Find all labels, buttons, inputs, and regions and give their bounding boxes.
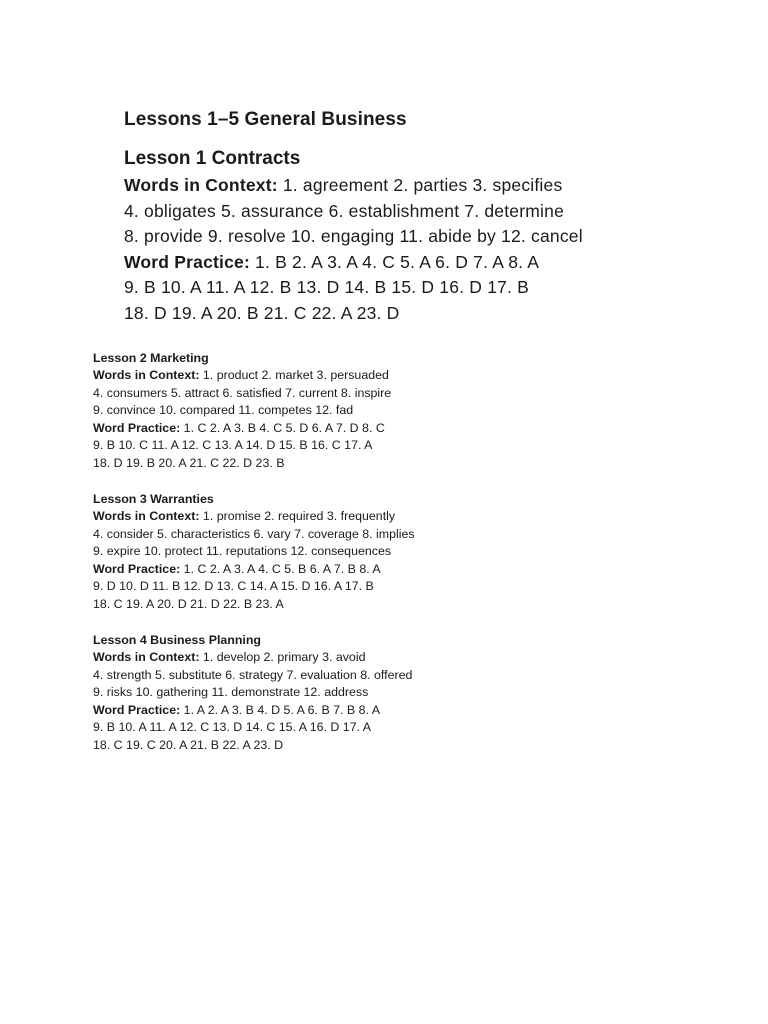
words-in-context-label: Words in Context:: [93, 509, 200, 523]
practice-answers: 1. C 2. A 3. A 4. C 5. B 6. A 7. B 8. A: [183, 561, 381, 576]
lesson-4-context-line-3: 9. risks 10. gathering 11. demonstrate 12. address: [93, 685, 369, 700]
lesson-2-section: [93, 350, 513, 473]
lesson-2-title: Lesson 2 Marketing: [93, 351, 209, 365]
lesson-1-practice-line-3: 18. D 19. A 20. B 21. C 22. A 23. D: [124, 302, 400, 323]
lesson-4-section: [93, 632, 513, 755]
word-practice-label: Word Practice:: [124, 251, 250, 272]
lesson-3-title: Lesson 3 Warranties: [93, 492, 214, 506]
lesson-2-practice-line-3: 18. D 19. B 20. A 21. C 22. D 23. B: [93, 455, 285, 470]
words-in-context-label: Words in Context:: [124, 175, 278, 195]
lesson-4-context-line-2: 4. strength 5. substitute 6. strategy 7. evaluation 8. offered: [93, 667, 413, 682]
context-answers: 1. promise 2. required 3. frequently: [202, 509, 396, 523]
practice-answers: 1. C 2. A 3. B 4. C 5. D 6. A 7. D 8. C: [183, 420, 385, 435]
lesson-3-context-line-1: [93, 508, 513, 526]
lesson-1-practice-line-1: [124, 250, 724, 276]
lesson-4-title: Lesson 4 Business Planning: [93, 633, 262, 647]
lesson-1-context-line-3: 8. provide 9. resolve 10. engaging 11. abide by 12. cancel: [124, 226, 583, 246]
lesson-3-context-line-2: 4. consider 5. characteristics 6. vary 7. coverage 8. implies: [93, 526, 415, 541]
word-practice-label: Word Practice:: [93, 702, 181, 717]
page-title: Lessons 1–5 General Business: [124, 109, 407, 130]
words-in-context-label: Words in Context:: [93, 368, 200, 382]
practice-answers: 1. A 2. A 3. B 4. D 5. A 6. B 7. B 8. A: [183, 702, 380, 717]
lesson-1-practice-line-2: 9. B 10. A 11. A 12. B 13. D 14. B 15. D 16. D 17. B: [124, 277, 530, 297]
context-answers: 1. product 2. market 3. persuaded: [202, 368, 389, 382]
words-in-context-label: Words in Context:: [93, 650, 200, 664]
lesson-4-practice-line-1: [93, 702, 513, 720]
lesson-4-practice-line-3: 18. C 19. C 20. A 21. B 22. A 23. D: [93, 737, 284, 752]
lesson-3-context-line-3: 9. expire 10. protect 11. reputations 12. consequences: [93, 544, 392, 559]
lesson-2-context-line-1: [93, 367, 513, 385]
lesson-1-context-line-1: [124, 173, 724, 199]
context-answers: 1. develop 2. primary 3. avoid: [202, 650, 366, 664]
lesson-1-context-line-2: 4. obligates 5. assurance 6. establishment 7. determine: [124, 200, 564, 221]
lesson-1-title: Lesson 1 Contracts: [124, 148, 301, 169]
lesson-2-context-line-3: 9. convince 10. compared 11. competes 12. fad: [93, 403, 354, 418]
lesson-3-practice-line-3: 18. C 19. A 20. D 21. D 22. B 23. A: [93, 596, 284, 611]
lesson-3-section: [93, 491, 513, 614]
context-answers: 1. agreement 2. parties 3. specifies: [282, 175, 563, 195]
lesson-3-practice-line-2: 9. D 10. D 11. B 12. D 13. C 14. A 15. D 16. A 17. B: [93, 579, 374, 594]
lesson-2-practice-line-1: [93, 420, 513, 438]
word-practice-label: Word Practice:: [93, 420, 181, 435]
practice-answers: 1. B 2. A 3. A 4. C 5. A 6. D 7. A 8. A: [255, 251, 540, 272]
lesson-2-practice-line-2: 9. B 10. C 11. A 12. C 13. A 14. D 15. B 16. C 17. A: [93, 438, 373, 453]
lesson-2-context-line-2: 4. consumers 5. attract 6. satisfied 7. current 8. inspire: [93, 385, 392, 400]
word-practice-label: Word Practice:: [93, 561, 181, 576]
lesson-3-practice-line-1: [93, 561, 513, 579]
lesson-1-section: [124, 108, 724, 326]
lesson-4-practice-line-2: 9. B 10. A 11. A 12. C 13. D 14. C 15. A 16. D 17. A: [93, 720, 372, 735]
lesson-4-context-line-1: [93, 649, 513, 667]
